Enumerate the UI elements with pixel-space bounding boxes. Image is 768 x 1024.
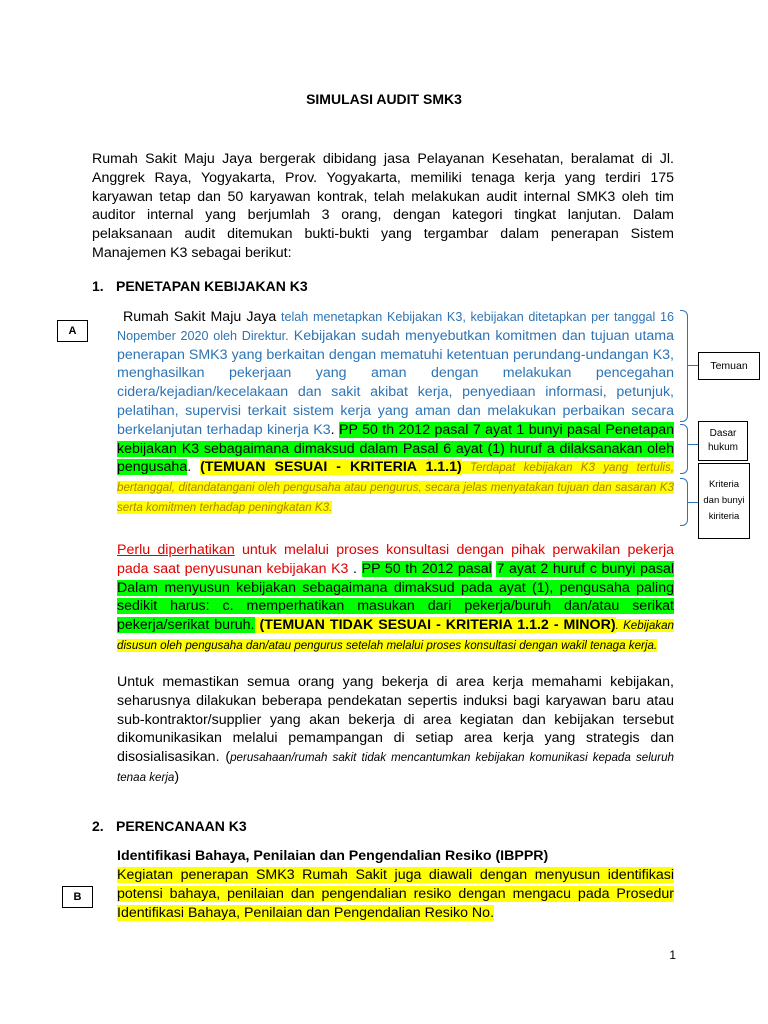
section-1-paragraph-2 (117, 541, 674, 656)
dasar-hukum-box: Dasar hukum (698, 421, 748, 461)
section-2-subheading: Identifikasi Bahaya, Penilaian dan Pengendalian Resiko (IBPPR) (117, 848, 549, 864)
separator: . (330, 421, 339, 438)
policy-commitment-text: Kebijakan sudah menyebutkan komitmen dan tujuan utama penerapan SMK3 yang berkaitan dengan mematuhi ketentuan perundang-undangan K3, menghasilkan pekerjaan yang aman dengan melakukan pencegahan cidera/kejadian/kecelakaan dan sakit akibat kerja, penyediaan informasi, petunjuk, pelatihan, supervisi terkait sistem kerja yang aman dan melakukan perbaikan secara berkelanjutan terhadap kinerja K3 (117, 327, 674, 438)
arrow-temuan (688, 365, 698, 366)
section-2-title: PERENCANAAN K3 (116, 818, 247, 834)
ibppr-text: Kegiatan penerapan SMK3 Rumah Sakit juga diawali dengan menyusun identifikasi potensi bahaya, penilaian dan pengendalian resiko dengan mengacu pada Prosedur Identifikasi Bahaya, Penilaian dan Pengendalian Resiko No. (117, 867, 674, 921)
section-2-heading (92, 818, 247, 834)
intro-paragraph: Rumah Sakit Maju Jaya bergerak dibidang jasa Pelayanan Kesehatan, beralamat di Jl. Anggrek Raya, Yogyakarta, Prov. Yogyakarta, memiliki tenaga kerja yang terdiri 175 karyawan tetap dan 50 karyawan kontrak, telah melakukan audit internal SMK3 oleh tim auditor internal yang berjumlah 3 orang, dengan kategori tingkat lanjutan. Dalam pelaksanaan audit ditemukan bukti-bukti yang tergambar dalam penerapan Sistem Manajemen K3 sebagai berikut: (92, 151, 674, 261)
arrow-kriteria (688, 502, 698, 503)
section-1-paragraph-1 (117, 308, 674, 518)
section-1-number: 1. (92, 278, 104, 294)
communication-note: perusahaan/rumah sakit tidak mencantumkan kebijakan komunikasi kepada seluruh tenaa kerja (117, 751, 674, 784)
section-2-paragraph-1 (117, 866, 674, 922)
arrow-dasar-hukum (688, 444, 698, 445)
finding-2: (TEMUAN TIDAK SESUAI - KRITERIA 1.1.2 - MINOR) (254, 617, 616, 634)
section-2-number: 2. (92, 818, 104, 834)
section-1-heading (92, 278, 308, 294)
temuan-box: Temuan (698, 352, 760, 380)
criteria-2-text: . Kebijakan disusun oleh pengusaha dan/atau pengurus setelah melalui proses konsultasi dengan wakil tenaga kerja. (117, 619, 674, 652)
legal-basis-1: PP 50 th 2012 pasal 7 ayat 1 bunyi pasal Penetapan kebijakan K3 sebagaimana dimaksud dalam Pasal 6 ayat (1) huruf a dilaksanakan oleh pengusaha (117, 421, 675, 476)
company-name: Rumah Sakit Maju Jaya (123, 309, 277, 325)
separator: ) (174, 768, 180, 785)
policy-date-text: telah menetapkan Kebijakan K3, kebijakan ditetapkan per tanggal 16 Nopember 2020 oleh Direktur. (117, 310, 675, 343)
finding-1: (TEMUAN SESUAI - KRITERIA 1.1.1) (200, 459, 462, 476)
attention-label: Perlu diperhatikan (117, 542, 235, 558)
bracket-kriteria (680, 478, 688, 526)
bracket-temuan (680, 310, 688, 422)
communication-text: Untuk memastikan semua orang yang bekerja di area kerja memahami kebijakan, seharusnya dilakukan beberapa pendekatan sepertis induksi bagi karyawan baru atau sub-kontraktor/supplier yang akan bekerja di area kegiatan dan kebijakan tersebut dikomunikasikan melalui pemampangan di setiap area kerja yang strategis dan disosialisasikan. ( (117, 674, 674, 766)
criteria-1-text: Terdapat kebijakan K3 yang tertulis, bertanggal, ditandatangani oleh pengusaha atau pengurus, secara jelas menyatakan tujuan dan sasaran K3 serta komitmen terhadap peningkatan K3. (117, 461, 674, 514)
legal-basis-2a: PP 50 th 2012 pasal (361, 560, 492, 577)
section-1-paragraph-3 (117, 673, 674, 788)
label-b-box: B (62, 886, 93, 908)
document-title: SIMULASI AUDIT SMK3 (306, 91, 462, 107)
bracket-dasar-hukum (680, 424, 688, 474)
attention-text: untuk melalui proses konsultasi dengan pihak perwakilan pekerja pada saat penyusunan kebijakan K3 (117, 542, 674, 577)
legal-basis-2b: 7 ayat 2 huruf c bunyi pasal Dalam menyusun kebijakan sebagaimana dimaksud pada ayat (1), pengusaha paling sedikit harus: c. memperhatikan masukan dari pekerja/buruh dan/atau serikat pekerja/serikat buruh. (117, 560, 674, 634)
section-1-title: PENETAPAN KEBIJAKAN K3 (116, 278, 308, 294)
kriteria-box: Kriteria dan bunyi kiriteria (698, 463, 750, 539)
page-number: 1 (669, 948, 676, 962)
label-a-box: A (57, 320, 88, 342)
separator: . (348, 560, 362, 577)
separator: . (187, 459, 201, 476)
